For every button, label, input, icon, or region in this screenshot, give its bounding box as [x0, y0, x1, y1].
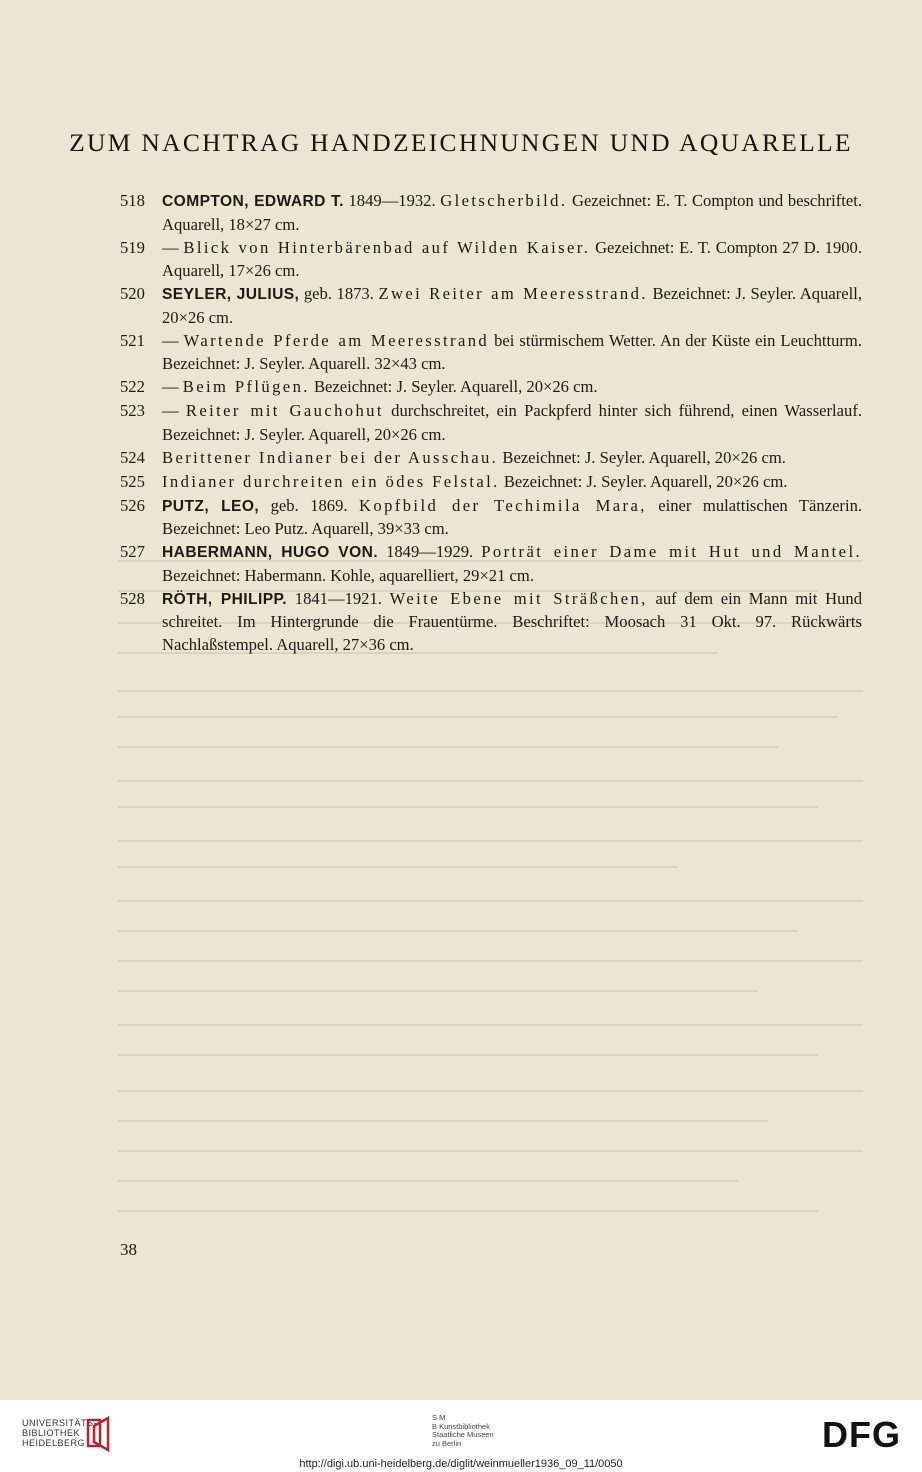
catalog-entry	[120, 376, 862, 400]
artwork-title: Weite Ebene mit Sträßchen,	[389, 588, 648, 608]
bleed-through-line	[118, 746, 778, 748]
university-line: HEIDELBERG	[22, 1438, 86, 1448]
entry-text	[162, 190, 862, 236]
kunstbibliothek-line: Staatliche Museen	[432, 1430, 494, 1439]
entry-text	[162, 447, 862, 471]
artist-dates: —	[162, 377, 183, 396]
catalog-entry	[120, 588, 862, 657]
entry-number: 527	[120, 542, 145, 561]
artwork-title: Porträt einer Dame mit Hut und Mantel.	[481, 542, 862, 561]
catalog-entries	[120, 190, 862, 657]
entry-number: 521	[120, 330, 145, 350]
artist-dates: geb. 1869.	[259, 495, 360, 515]
artist-dates: —	[162, 237, 184, 257]
entry-number: 518	[120, 191, 145, 210]
catalog-entry	[120, 447, 862, 471]
artwork-title: Wartende Pferde am Meeresstrand	[183, 330, 490, 350]
artwork-description: bei stürmischem Wetter. An der Küste ein Leuchtturm. Bezeichnet: J. Seyler. Aquarell. 32×43 cm.	[162, 330, 862, 373]
artwork-description: Bezeichnet: Habermann. Kohle, aquarelliert, 29×21 cm.	[162, 565, 534, 585]
catalog-entry	[120, 237, 862, 283]
artwork-title: Berittener Indianer bei der Ausschau.	[162, 447, 499, 467]
university-line: BIBLIOTHEK	[22, 1428, 81, 1438]
bleed-through-line	[118, 1090, 863, 1092]
entry-text	[162, 541, 862, 587]
kunstbibliothek-logo	[432, 1414, 494, 1448]
entry-number: 520	[120, 284, 145, 303]
artwork-title: Indianer durchreiten ein ödes Felstal.	[162, 471, 500, 491]
artwork-description: Gezeichnet: E. T. Compton 27 D. 1900. Aquarell, 17×26 cm.	[162, 237, 862, 280]
footer-bar	[0, 1400, 922, 1472]
artwork-title: Beim Pflügen.	[182, 377, 310, 396]
kunstbibliothek-line: B Kunstbibliothek	[432, 1421, 490, 1431]
entry-number: 523	[120, 401, 145, 420]
artwork-title: Zwei Reiter am Meeresstrand.	[378, 284, 648, 303]
entry-number: 522	[120, 377, 145, 396]
artwork-description: durchschreitet, ein Packpferd hinter sich führend, einen Wasserlauf. Bezeichnet: J. Seyler. Aquarell, 20×26 cm.	[162, 401, 863, 444]
kunstbibliothek-line: zu Berlin	[432, 1438, 462, 1448]
bleed-through-line	[118, 960, 863, 962]
bleed-through-line	[118, 780, 863, 782]
source-url-link[interactable]: http://digi.ub.uni-heidelberg.de/diglit/weinmueller1936_09_11/0050	[299, 1458, 623, 1470]
artist-dates: 1841—1921.	[287, 588, 390, 608]
bleed-through-line	[118, 1180, 738, 1182]
bleed-through-line	[118, 1054, 818, 1056]
catalog-entry	[120, 471, 862, 495]
artwork-description: Bezeichnet: J. Seyler. Aquarell, 20×26 cm.	[499, 471, 788, 491]
kunstbibliothek-line: S M	[432, 1413, 446, 1422]
bleed-through-line	[118, 1150, 863, 1152]
artwork-title: Kopfbild der Techimila Mara,	[359, 495, 647, 515]
catalog-entry	[120, 541, 862, 587]
entry-number: 528	[120, 588, 145, 608]
artwork-title: Reiter mit Gauchohut	[185, 401, 384, 420]
bleed-through-line	[118, 930, 798, 932]
entry-text	[162, 376, 862, 400]
artwork-description: einer mulattischen Tänzerin. Bezeichnet: Leo Putz. Aquarell, 39×33 cm.	[162, 495, 863, 538]
artwork-description: Bezeichnet: J. Seyler. Aquarell, 20×26 cm.	[309, 377, 598, 396]
artist-name: HABERMANN, HUGO VON.	[162, 544, 378, 561]
catalog-entry	[120, 495, 862, 541]
artwork-description: Gezeichnet: E. T. Compton und beschriftet. Aquarell, 18×27 cm.	[162, 191, 862, 234]
bleed-through-line	[118, 900, 863, 902]
entry-number: 526	[120, 495, 145, 515]
catalog-entry	[120, 283, 862, 329]
artwork-description: Bezeichnet: J. Seyler. Aquarell, 20×26 cm.	[162, 284, 863, 327]
entry-text	[162, 495, 862, 541]
university-line: UNIVERSITÄTS-	[22, 1418, 98, 1428]
artist-name: RÖTH, PHILIPP.	[162, 590, 288, 608]
bleed-through-line	[118, 1120, 768, 1122]
entry-text	[162, 588, 862, 657]
artist-dates: geb. 1873.	[299, 284, 379, 303]
catalog-entry	[120, 330, 862, 376]
artist-name: PUTZ, LEO,	[162, 497, 260, 515]
bleed-through-line	[118, 1024, 863, 1026]
artist-name: SEYLER, JULIUS,	[162, 286, 300, 303]
entry-text	[162, 283, 862, 329]
catalog-entry	[120, 190, 862, 236]
page-title: ZUM NACHTRAG HANDZEICHNUNGEN UND AQUARELLE	[69, 128, 853, 157]
artist-dates: 1849—1929.	[378, 542, 482, 561]
artwork-title: Gletscherbild.	[440, 191, 568, 210]
artist-dates: —	[162, 330, 184, 350]
entry-number: 524	[120, 447, 145, 467]
bleed-through-line	[118, 866, 678, 868]
bleed-through-line	[118, 806, 818, 808]
artist-dates: —	[162, 401, 186, 420]
artwork-description: auf dem ein Mann mit Hund schreitet. Im Hintergrunde die Frauentürme. Beschriftet: Moosach 31 Okt. 97. Rückwärts Nachlaßstempel. Aquarell, 27×36 cm.	[162, 588, 863, 654]
university-logo-icon	[84, 1416, 112, 1452]
artwork-title: Blick von Hinterbärenbad auf Wilden Kaiser.	[183, 237, 591, 257]
dfg-logo: DFG	[822, 1414, 901, 1455]
entry-text	[162, 471, 862, 495]
bleed-through-line	[118, 716, 838, 718]
bleed-through-line	[118, 1210, 818, 1212]
artist-name: COMPTON, EDWARD T.	[162, 193, 344, 210]
entry-text	[162, 400, 862, 446]
artwork-description: Bezeichnet: J. Seyler. Aquarell, 20×26 cm.	[498, 447, 786, 467]
page-number: 38	[120, 1240, 137, 1259]
entry-number: 519	[120, 237, 145, 257]
entry-number: 525	[120, 471, 145, 491]
bleed-through-line	[118, 840, 863, 842]
bleed-through-line	[118, 990, 758, 992]
artist-dates: 1849—1932.	[343, 191, 441, 210]
catalog-entry	[120, 400, 862, 446]
entry-text	[162, 237, 862, 283]
entry-text	[162, 330, 862, 376]
bleed-through-line	[118, 690, 863, 692]
